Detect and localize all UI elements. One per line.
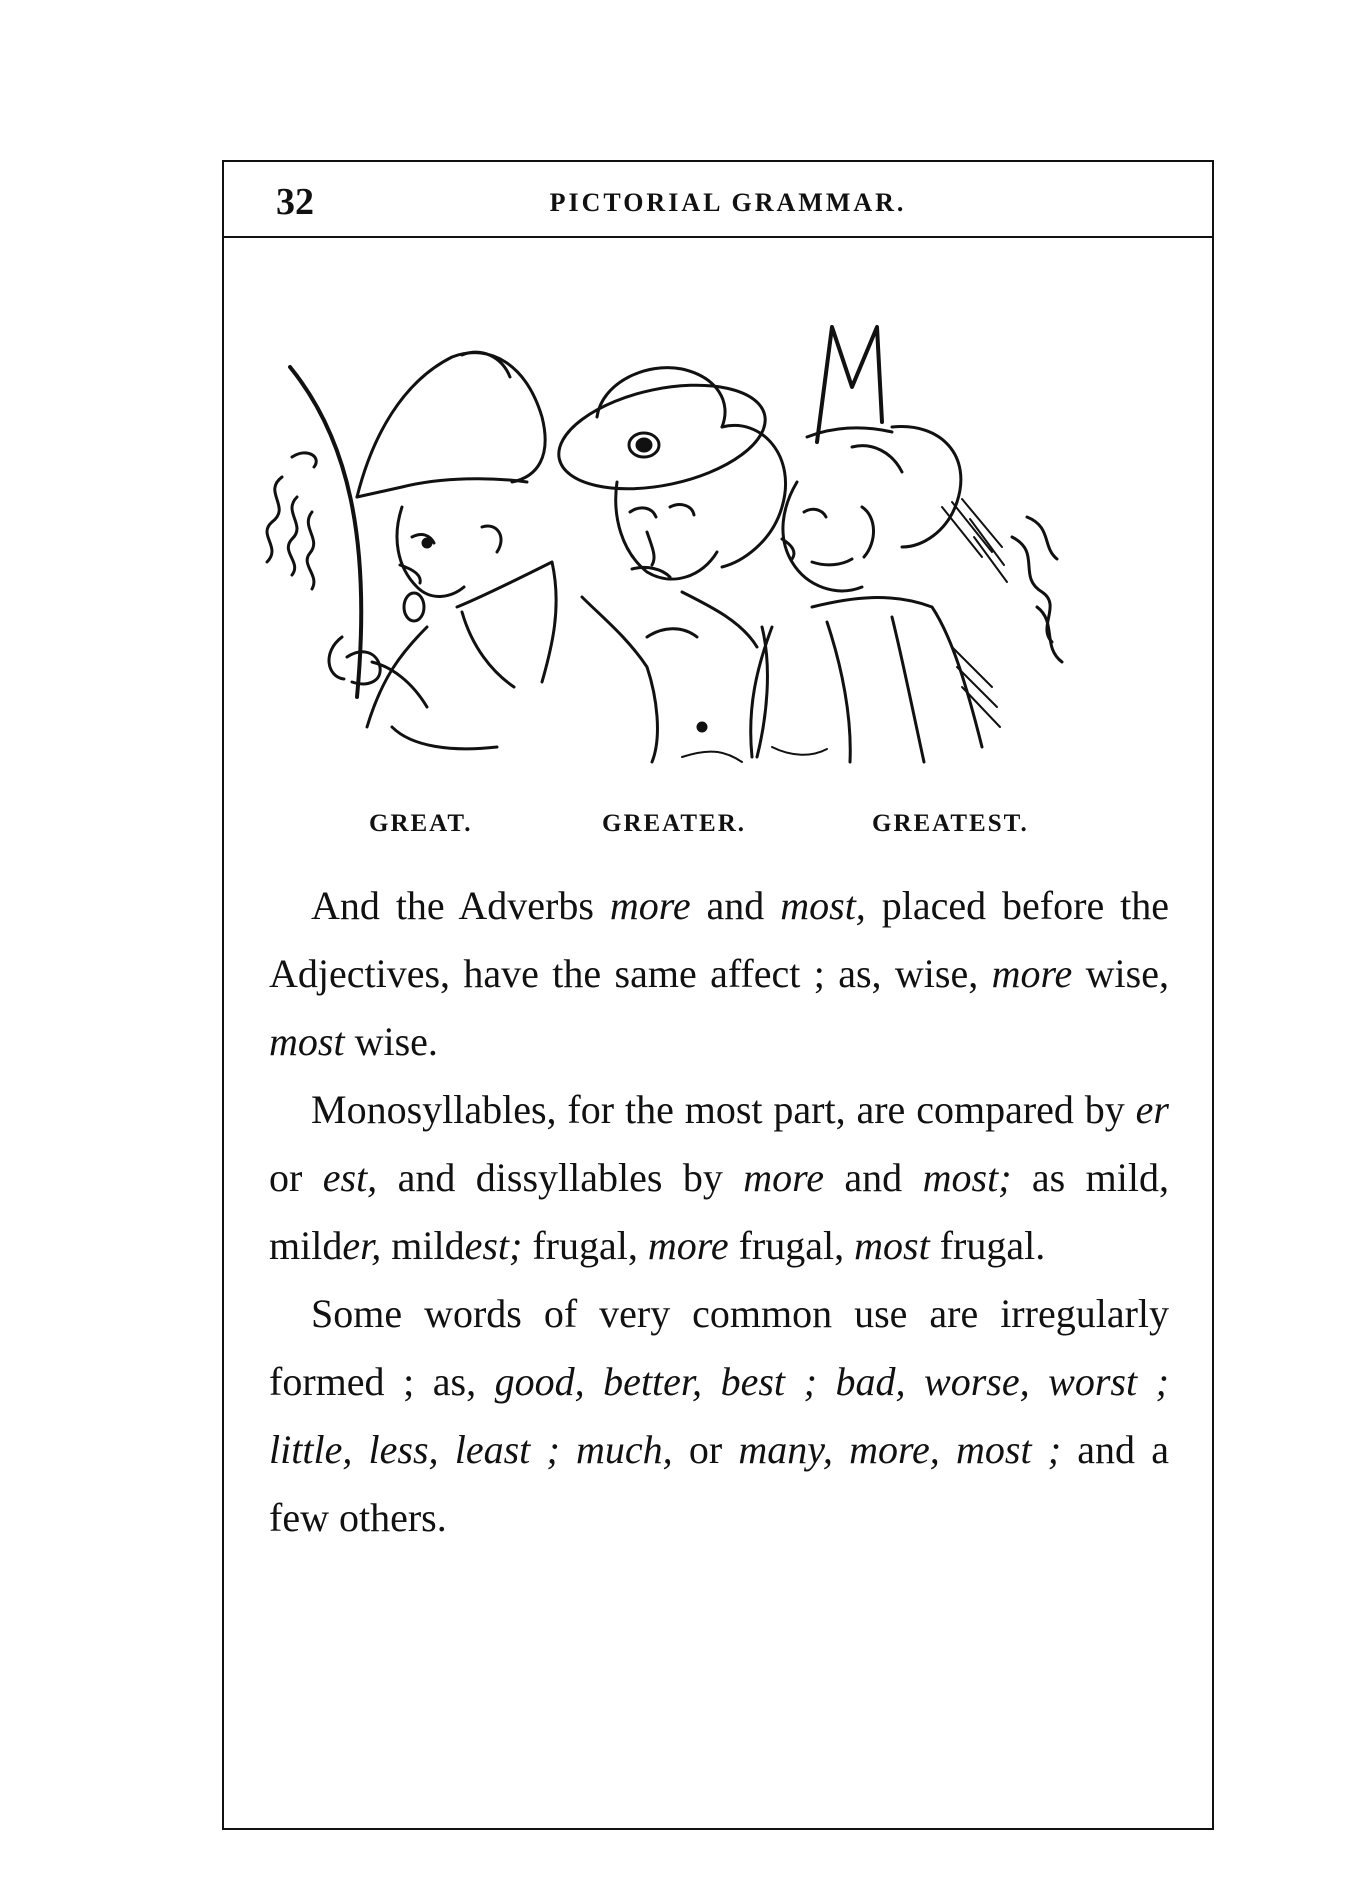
three-figures-illustration bbox=[252, 307, 1192, 772]
paragraph-irregular: Some words of very common use are irregularly formed ; as, good, better, best ; bad, worse, worst ; little, less, least ; much, or many, more, most ; and a few others. bbox=[269, 1291, 1170, 1540]
figure-greatest bbox=[751, 327, 1007, 762]
figure-great bbox=[347, 352, 556, 749]
paragraph-adverbs: And the Adverbs more and most, placed before the Adjectives, have the same affect ; as, wise, more wise, most wise. bbox=[269, 883, 1169, 1064]
paragraph-monosyllables: Monosyllables, for the most part, are compared by er or est, and dissyllables by more and most; as mild, milder, mildest; frugal, more frugal, most frugal. bbox=[269, 1087, 1169, 1268]
page-number: 32 bbox=[276, 181, 314, 223]
running-head bbox=[224, 162, 1212, 238]
caption-great: GREAT. bbox=[369, 810, 473, 837]
body-text bbox=[269, 872, 1169, 1552]
running-title: PICTORIAL GRAMMAR. bbox=[549, 188, 907, 217]
page-frame bbox=[222, 160, 1214, 1830]
captions-row bbox=[224, 810, 1212, 850]
smoke-swirl-right bbox=[1012, 517, 1062, 662]
caption-greatest: GREATEST. bbox=[872, 810, 1029, 837]
whip-icon bbox=[290, 367, 361, 697]
caption-greater: GREATER. bbox=[602, 810, 747, 837]
smoke-swirl-left bbox=[267, 453, 316, 589]
figure-greater bbox=[549, 368, 785, 762]
